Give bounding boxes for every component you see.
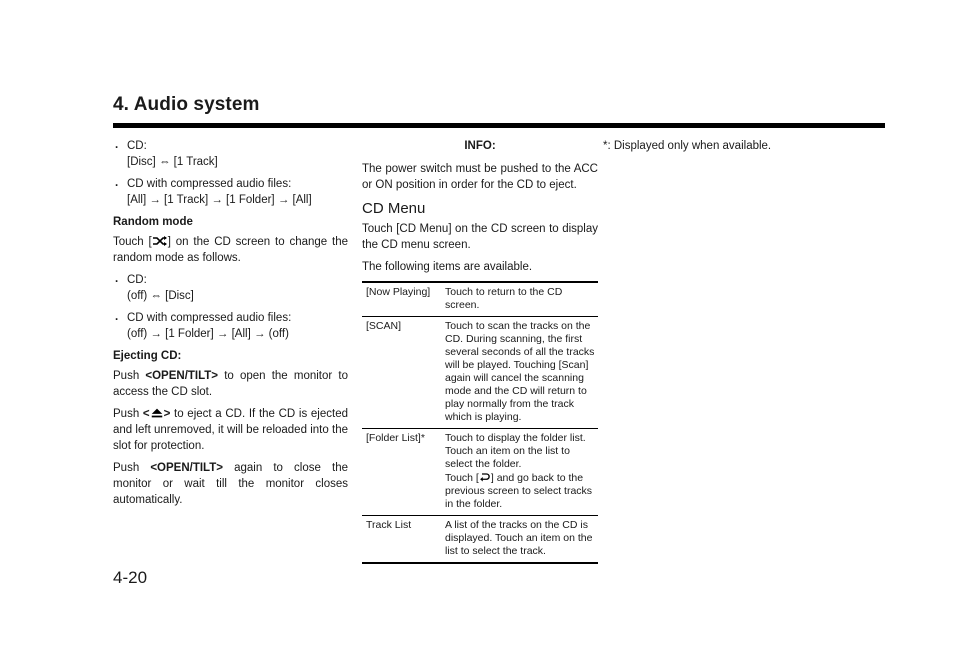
text-fragment: to open the monitor to access the CD slot.	[113, 370, 348, 398]
bullet-label: CD with compressed audio files:	[127, 178, 292, 190]
table-cell-desc	[443, 429, 598, 516]
cd-menu-text: Touch [CD Menu] on the CD screen to display the CD menu screen.	[362, 223, 598, 251]
open-tilt-key: <OPEN/TILT>	[145, 370, 219, 382]
list-item: . CD:	[115, 273, 147, 286]
column-middle	[362, 138, 598, 564]
info-text: The power switch must be pushed to the ACC or ON position in order for the CD to eject.	[362, 163, 598, 191]
text-fragment: Push	[113, 462, 151, 474]
eject-key-right: >	[163, 408, 171, 420]
random-sequence: (off) ⇔ [Disc]	[127, 290, 194, 302]
column-right	[603, 138, 843, 160]
eject-key-left: <	[142, 408, 150, 420]
repeat-sequence: [All] → [1 Track] → [1 Folder] → [All]	[127, 194, 312, 206]
text-fragment: Touch [	[113, 236, 152, 248]
page-number: 4-20	[113, 568, 148, 587]
random-mode-heading: Random mode	[113, 216, 193, 228]
open-tilt-key: <OPEN/TILT>	[150, 462, 223, 474]
cd-menu-heading: CD Menu	[362, 200, 426, 217]
table-cell-key: Track List	[366, 519, 412, 531]
table-row	[362, 429, 598, 516]
section-title: 4. Audio system	[113, 94, 260, 115]
table-cell-desc: Touch to return to the CD screen.	[443, 282, 598, 317]
bullet-label: CD:	[127, 140, 147, 152]
table-cell-key: [Now Playing]	[362, 282, 443, 317]
table-row	[362, 282, 598, 317]
eject-icon	[150, 407, 164, 419]
footnote: *: Displayed only when available.	[603, 140, 772, 152]
text-fragment: Touch [	[445, 472, 479, 484]
table-row	[362, 317, 598, 429]
eject-paragraph-3	[113, 460, 348, 508]
list-item: . CD with compressed audio files:	[115, 177, 292, 190]
table-cell-desc: Touch to scan the tracks on the CD. During scanning, the first several seconds of all the tracks will be played. Touching [Scan] again will cancel the scanning mode and the CD will return to play normally from the track which is playing.	[443, 317, 598, 429]
repeat-sequence: [Disc] ⇔ [1 Track]	[127, 156, 218, 168]
list-item: . CD with compressed audio files:	[115, 311, 292, 324]
text-fragment: to eject a CD. If the CD is ejected and left unremoved, it will be reloaded into the slot for protection.	[113, 408, 348, 452]
eject-paragraph-2	[113, 406, 348, 454]
shuffle-icon	[152, 235, 168, 247]
text-fragment: Push	[113, 408, 143, 420]
text-fragment	[445, 471, 596, 511]
info-heading: INFO:	[464, 140, 496, 152]
table-cell-desc: A list of the tracks on the CD is displayed. Touch an item on the list to select the track.	[445, 519, 593, 557]
random-sequence: (off) → [1 Folder] → [All] → (off)	[127, 328, 289, 340]
items-available-text: The following items are available.	[362, 261, 533, 273]
table-row	[362, 516, 598, 564]
bullet-label: CD with compressed audio files:	[127, 312, 292, 324]
section-divider	[113, 123, 885, 128]
table-cell-key: [Folder List]*	[362, 429, 443, 516]
bullet-label: CD:	[127, 274, 147, 286]
text-fragment: Touch to display the folder list. Touch an item on the list to select the folder.	[445, 432, 586, 470]
text-fragment: Push	[113, 370, 146, 382]
eject-paragraph-1	[113, 368, 348, 400]
cd-menu-table	[362, 281, 598, 564]
list-item: . CD:	[115, 139, 147, 152]
text-fragment: ] on the CD screen to change the random mode as follows.	[113, 236, 349, 264]
back-arrow-icon	[479, 471, 491, 483]
column-left	[113, 138, 348, 514]
text-fragment: ] and go back to the previous screen to select tracks in the folder.	[445, 472, 593, 510]
table-cell-key: [SCAN]	[362, 317, 443, 429]
text-fragment: again to close the monitor or wait till the monitor closes automatically.	[113, 462, 348, 506]
ejecting-heading: Ejecting CD:	[113, 350, 182, 362]
random-mode-text	[113, 234, 348, 266]
